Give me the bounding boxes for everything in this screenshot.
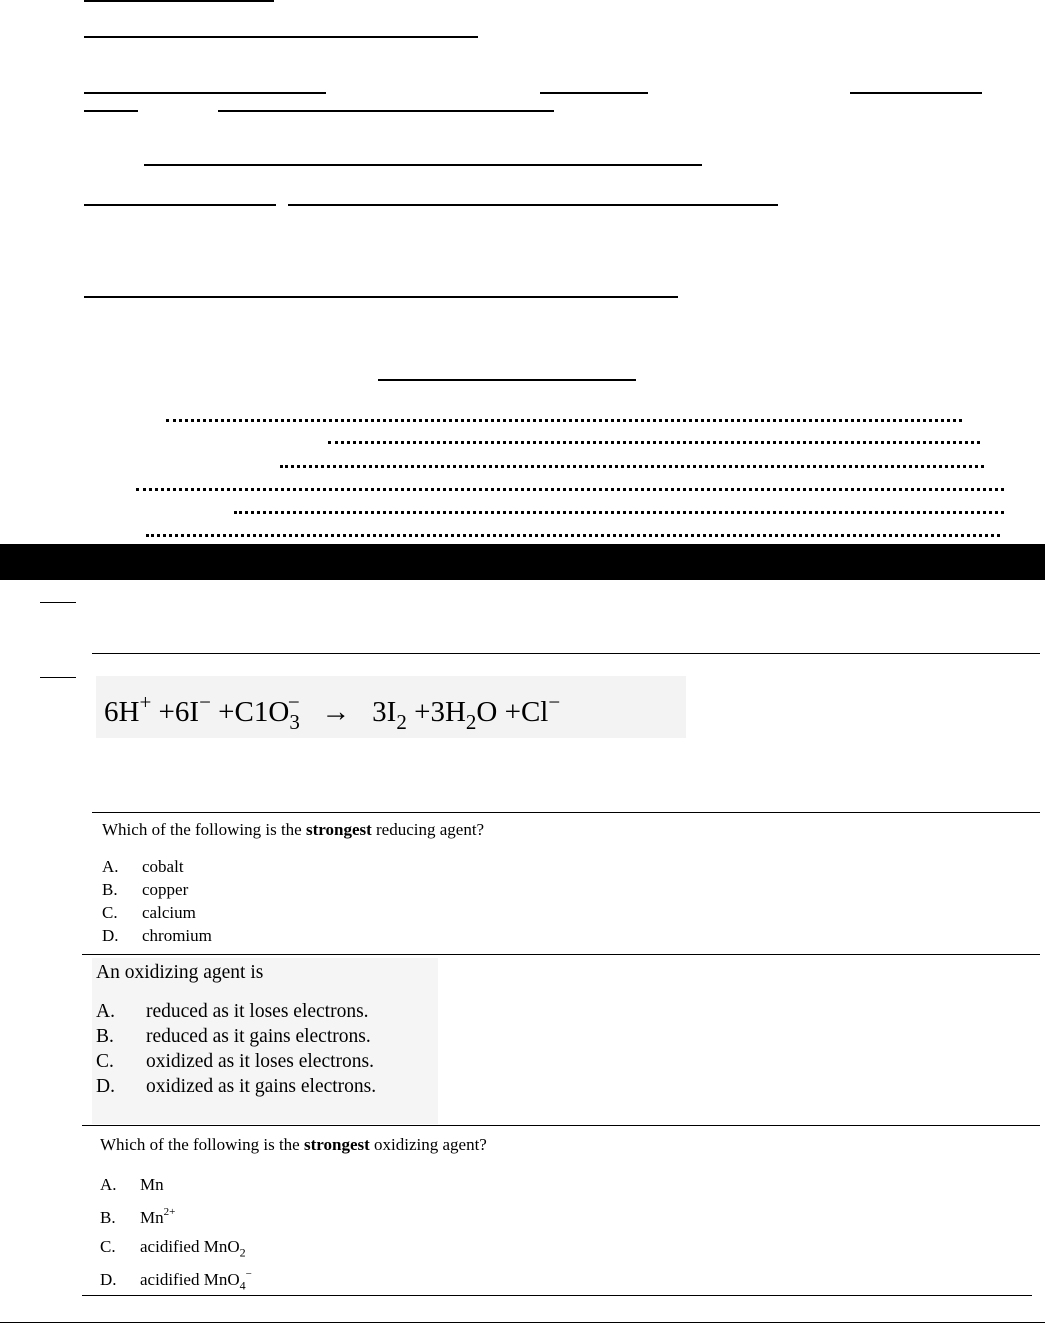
redox-equation: $6H^+ +6I^- +C1O_3^-$ → $3I_2 +3H_2O +Cl^-$ bbox=[96, 676, 686, 738]
option-a[interactable]: A. cobalt bbox=[102, 857, 184, 876]
answer-mark bbox=[40, 677, 76, 678]
question-stem: Which of the following is the strongest oxidizing agent? bbox=[100, 1135, 487, 1154]
separator bbox=[82, 1295, 1032, 1296]
option-b[interactable]: B. reduced as it gains electrons. bbox=[96, 1026, 371, 1047]
option-b[interactable]: B. copper bbox=[102, 880, 189, 899]
option-d[interactable]: D. chromium bbox=[102, 926, 212, 945]
separator bbox=[92, 653, 1040, 654]
separator bbox=[92, 812, 1040, 813]
option-c[interactable]: C. oxidized as it loses electrons. bbox=[96, 1051, 374, 1072]
section-banner bbox=[0, 544, 1045, 580]
option-c[interactable]: C. calcium bbox=[102, 903, 196, 922]
question-stem: Which of the following is the strongest reducing agent? bbox=[102, 820, 485, 839]
question-stem: An oxidizing agent is bbox=[96, 962, 264, 983]
separator bbox=[82, 1125, 1040, 1126]
separator bbox=[82, 954, 1040, 955]
option-c[interactable]: C. acidified MnO$_2$ bbox=[100, 1237, 246, 1260]
option-a[interactable]: A. Mn bbox=[100, 1175, 164, 1194]
option-b[interactable]: B. $Mn^{2+}$ bbox=[100, 1206, 176, 1227]
option-d[interactable]: D. acidified MnO$_4$− bbox=[100, 1268, 252, 1293]
option-d[interactable]: D. oxidized as it gains electrons. bbox=[96, 1076, 377, 1097]
separator bbox=[0, 1322, 1045, 1323]
answer-mark bbox=[40, 602, 76, 603]
option-a[interactable]: A. reduced as it loses electrons. bbox=[96, 1001, 369, 1022]
